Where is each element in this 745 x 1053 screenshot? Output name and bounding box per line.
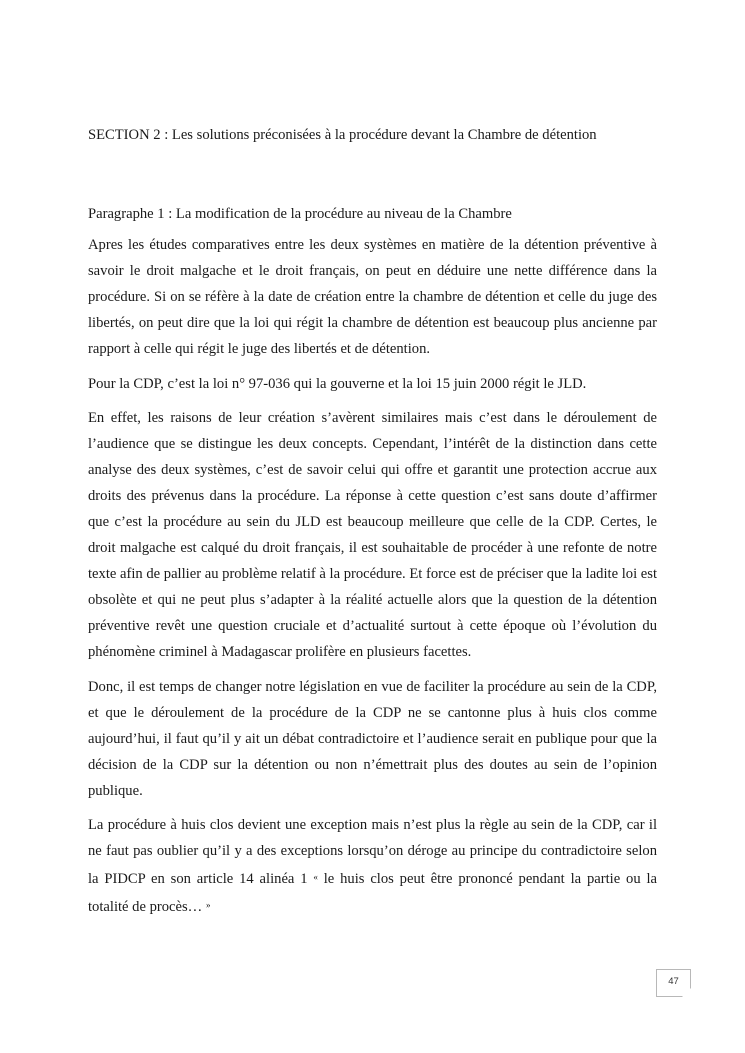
body-paragraph-5 <box>88 812 657 920</box>
body-paragraph-4: Donc, il est temps de changer notre législation en vue de faciliter la procédure au sein de la CDP, et que le déroulement de la procédure de la CDP ne se cantonne plus à huis clos comme aujourd’hui, il faut qu’il y ait un débat contradictoire et l’audience serait en publique pour que la décision de la CDP sur la détention ou non n’émettrait plus des doutes au sein de l’opinion publique. <box>88 678 657 799</box>
page-number: 47 <box>668 976 679 987</box>
body-paragraph-1: Apres les études comparatives entre les deux systèmes en matière de la détention préventive à savoir le droit malgache et le droit français, on peut en déduire une nette différence dans la procédure. Si on se réfère à la date de création entre la chambre de détention et celle du juge des libertés, on peut dire que la loi qui régit la chambre de détention est beaucoup plus ancienne par rapport à celle qui régit le juge des libertés et de détention. <box>88 237 657 357</box>
body-paragraph-3: En effet, les raisons de leur création s’avèrent similaires mais c’est dans le déroulement de l’audience que se distingue les deux concepts. Cependant, l’intérêt de la distinction dans cette analyse des deux systèmes, c’est de savoir celui qui offre et garantit une protection accrue aux droits des prévenus dans la procédure. La réponse à cette question c’est sans doute d’affirmer que c’est la procédure au sein du JLD est beaucoup meilleure que celle de la CDP. Certes, le droit malgache est calqué du droit français, il est souhaitable de procéder à une refonte de notre texte afin de pallier au problème relatif à la procédure. Et force est de préciser que la ladite loi est obsolète et qui ne peut plus s’adapter à la réalité actuelle alors que la question de la détention préventive revêt une question cruciale et d’actualité surtout à cette époque où l’évolution du phénomène criminel à Madagascar prolifère en plusieurs facettes. <box>88 410 657 660</box>
page-number-box <box>656 969 691 997</box>
body-paragraph-2: Pour la CDP, c’est la loi n° 97-036 qui la gouverne et la loi 15 juin 2000 régit le JLD. <box>88 375 587 392</box>
section-title: SECTION 2 : Les solutions préconisées à la procédure devant la Chambre de détention <box>88 127 597 143</box>
quoted-text: le huis clos peut être prononcé pendant la partie ou la totalité de procès… <box>88 871 658 915</box>
body-text <box>88 232 657 929</box>
close-quote: » <box>205 900 211 910</box>
body-paragraph-5-text: La procédure à huis clos devient une exception mais n’est plus la règle au sein de la CDP, car il ne faut pas oublier qu’il y a des exceptions lorsqu’on déroge au principe du contradictoire selon la PIDCP en son article 14 alinéa 1 <box>88 817 657 887</box>
paragraph-title: Paragraphe 1 : La modification de la procédure au niveau de la Chambre <box>88 206 512 222</box>
page-curl-icon <box>682 988 691 997</box>
open-quote: « <box>313 872 318 882</box>
